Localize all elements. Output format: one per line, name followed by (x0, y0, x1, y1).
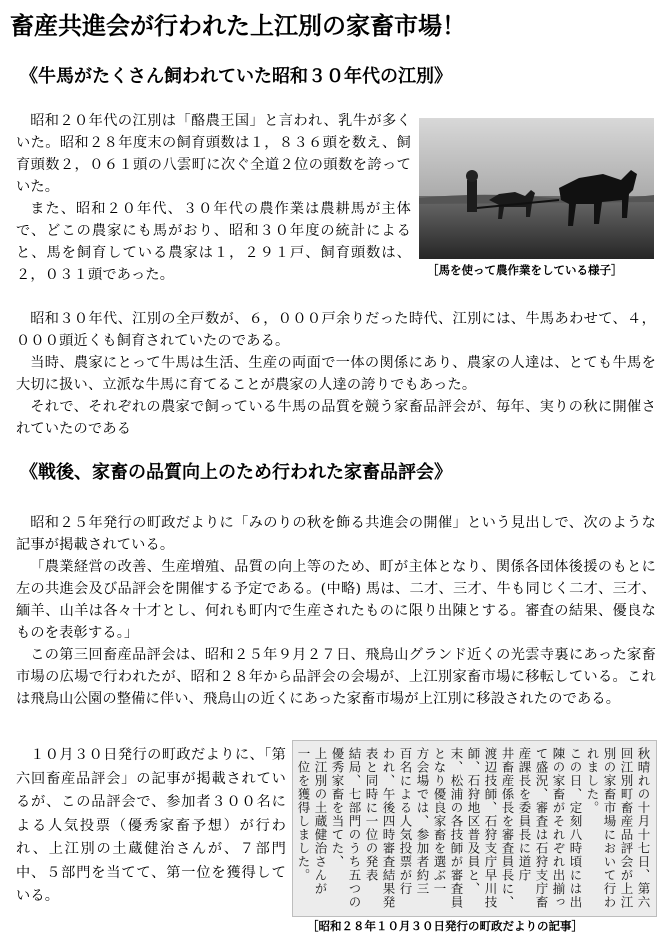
clipping-column: 上江別の土蔵健治さんが (313, 747, 328, 896)
clipping-column: れました。 (585, 747, 600, 815)
clipping-column: 方会場では、参加者約三 (415, 747, 430, 896)
paragraph: 昭和２５年発行の町政だよりに「みのりの秋を飾る共進会の開催」という見出しで、次のような記事が掲載されている。 (16, 515, 656, 553)
clipping-column: われ、午後四時審査結果発 (381, 747, 396, 909)
section2-body (16, 512, 656, 710)
paragraph: 昭和３０年代、江別の全戸数が、６，０００戸余りだった時代、江別には、牛馬あわせて、４，０００頭近くも飼育されていたのである。 (16, 311, 656, 349)
quoted-article: 「農業経営の改善、生産増殖、品質の向上等のため、町が主体となり、関係各団体後援のもとに左の共進会及び品評会を開催する予定である。(中略) 馬は、二才、三才、牛も同じく二才、三才、緬羊、山羊は各々十才とし、何れも町内で生産されたものに限り出陳とする。審査の結果、優良なものを表彰する。」 (16, 559, 656, 641)
clipping-column: 渡辺技師、石狩支庁早川技 (483, 747, 498, 909)
section-heading-2: 《戦後、家畜の品質向上のため行われた家畜品評会》 (20, 462, 452, 483)
horse-plowing-image (419, 118, 654, 259)
page-title: 畜産共進会が行われた上江別の家畜市場！ (10, 12, 466, 40)
clipping-column: 陳の家畜がそれぞれ出揃っ (551, 747, 566, 909)
section-heading-1: 《牛馬がたくさん飼われていた昭和３０年代の江別》 (20, 66, 452, 87)
clipping-column: 一位を獲得しました。 (296, 747, 311, 882)
clipping-column: 結局、七部門のうち五つの (347, 747, 362, 909)
paragraph: １０月３０日発行の町政だよりに、「第六回畜産品評会」の記事が掲載されているが、この品評会で、参加者３００名による人気投票（優秀家畜予想）が行われ、上江別の土蔵健治さんが、７部門中、５部門を当てて、第一位を獲得している。 (16, 747, 286, 904)
clipping-column: て盛況、審査は石狩支庁畜 (534, 747, 549, 909)
clipping-column: 百名による人気投票が行 (398, 747, 413, 896)
clipping-column: 秋晴れの十月十七日、第六 (636, 747, 651, 909)
paragraph: それで、それぞれの農家で飼っている牛馬の品質を競う家畜品評会が、毎年、実りの秋に開催されていたのである (16, 399, 656, 437)
clipping-column: 末、松浦の各技師が審査員 (449, 747, 464, 909)
paragraph: また、昭和２０年代、３０年代の農作業は農耕馬が主体で、どこの農家にも馬がおり、昭和３０年度の統計によると、馬を飼育している農家は１，２９１戸、飼育頭数は、２，０３１頭であった。 (16, 201, 411, 283)
section1-body (16, 308, 656, 440)
clipping-caption: ［昭和２８年１０月３０日発行の町政だよりの記事］ (307, 919, 583, 933)
clipping-column: この日、定刻八時頃には出 (568, 747, 583, 909)
clipping-column: 表と同時に一位の発表 (364, 747, 379, 882)
clipping-column: 井畜産係長を審査員長に、 (500, 747, 515, 909)
clipping-column: 優秀家畜を当てた、 (330, 747, 345, 869)
farm-horse-photo (419, 118, 654, 259)
paragraph: 昭和２０年代の江別は「酪農王国」と言われ、乳牛が多くいた。昭和２８年度末の飼育頭数は１，８３６頭を数え、飼育頭数２，０６１頭の八雲町に次ぐ全道２位の頭数を誇っていた。 (16, 113, 411, 195)
section1-intro (16, 110, 411, 286)
newspaper-clipping (292, 740, 657, 917)
clipping-column: となり優良家畜を選ぶ一 (432, 747, 447, 896)
clipping-column: 別の家畜市場において行わ (602, 747, 617, 909)
paragraph: 当時、農家にとって牛馬は生活、生産の両面で一体の関係にあり、農家の人達は、とても牛馬を大切に扱い、立派な牛馬に育てることが農家の人達の誇りでもあった。 (16, 355, 656, 393)
clipping-column: 師、石狩地区普及員と、 (466, 747, 481, 896)
section2-last (16, 744, 286, 909)
photo-caption: ［馬を使って農作業をしている様子］ (427, 263, 623, 277)
clipping-column: 産課長を委員長に道庁 (517, 747, 532, 882)
clipping-column: 回江別町畜産品評会が上江 (619, 747, 634, 909)
paragraph: この第三回畜産品評会は、昭和２５年９月２７日、飛鳥山グランド近くの光雲寺裏にあった家畜市場の広場で行われたが、昭和２８年から品評会の会場が、上江別家畜市場に移転している。これは飛鳥山公園の整備に伴い、飛鳥山の近くにあった家畜市場が上江別に移設されたのである。 (16, 647, 656, 707)
